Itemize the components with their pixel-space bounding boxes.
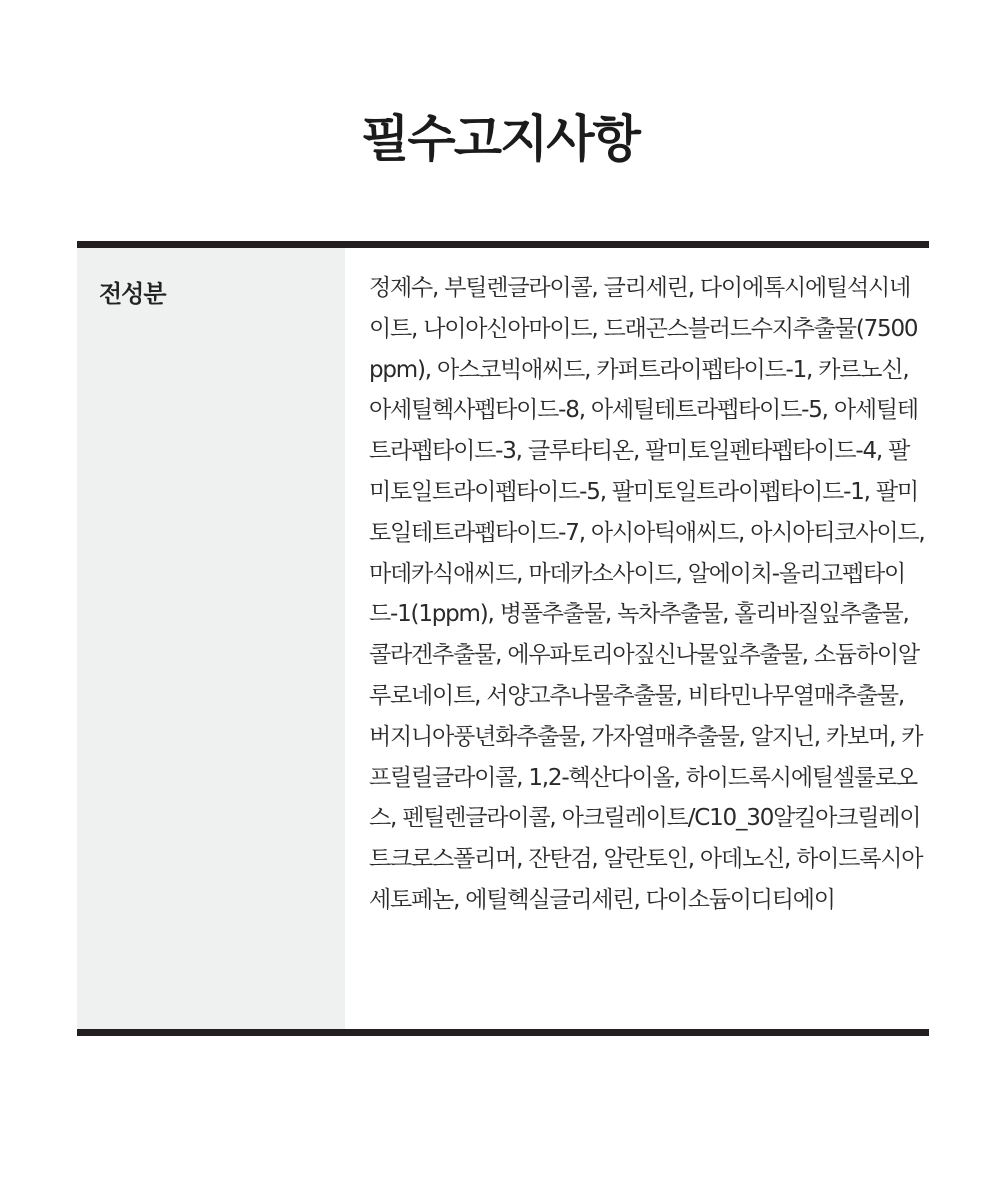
table-value-cell — [345, 248, 929, 1029]
info-table — [77, 241, 929, 1036]
ingredients-list: 정제수, 부틸렌글라이콜, 글리세린, 다이에톡시에틸석시네이트, 나이아신아마이드, 드래곤스블러드수지추출물(7500ppm), 아스코빅애씨드, 카퍼트라이펩타이드-1, 카르노신, 아세틸헥사펩타이드-8, 아세틸테트라펩타이드-5, 아세틸테트라펩타이드-3, 글루타티온, 팔미토일펜타펩타이드-4, 팔미토일트라이펩타이드-5, 팔미토일트라이펩타이드-1, 팔미토일테트라펩타이드-7, 아시아틱애씨드, 아시아티코사이드, 마데카식애씨드, 마데카소사이드, 알에이치-올리고펩타이드-1(1ppm), 병풀추출물, 녹차추출물, 홀리바질잎추출물, 콜라겐추출물, 에우파토리아짚신나물잎추출물, 소듐하이알루로네이트, 서양고추나물추출물, 비타민나무열매추출물, 버지니아풍년화추출물, 가자열매추출물, 알지닌, 카보머, 카프릴릴글라이콜, 1,2-헥산다이올, 하이드록시에틸셀룰로오스, 펜틸렌글라이콜, 아크릴레이트/C10_30알킬아크릴레이트크로스폴리머, 잔탄검, 알란토인, 아데노신, 하이드록시아세토페논, 에틸헥실글리세린, 다이소듐이디티에이 — [369, 275, 925, 913]
ingredients-label: 전성분 — [99, 280, 166, 308]
page-title: 필수고지사항 — [361, 110, 639, 168]
table-label-cell — [77, 248, 345, 1029]
